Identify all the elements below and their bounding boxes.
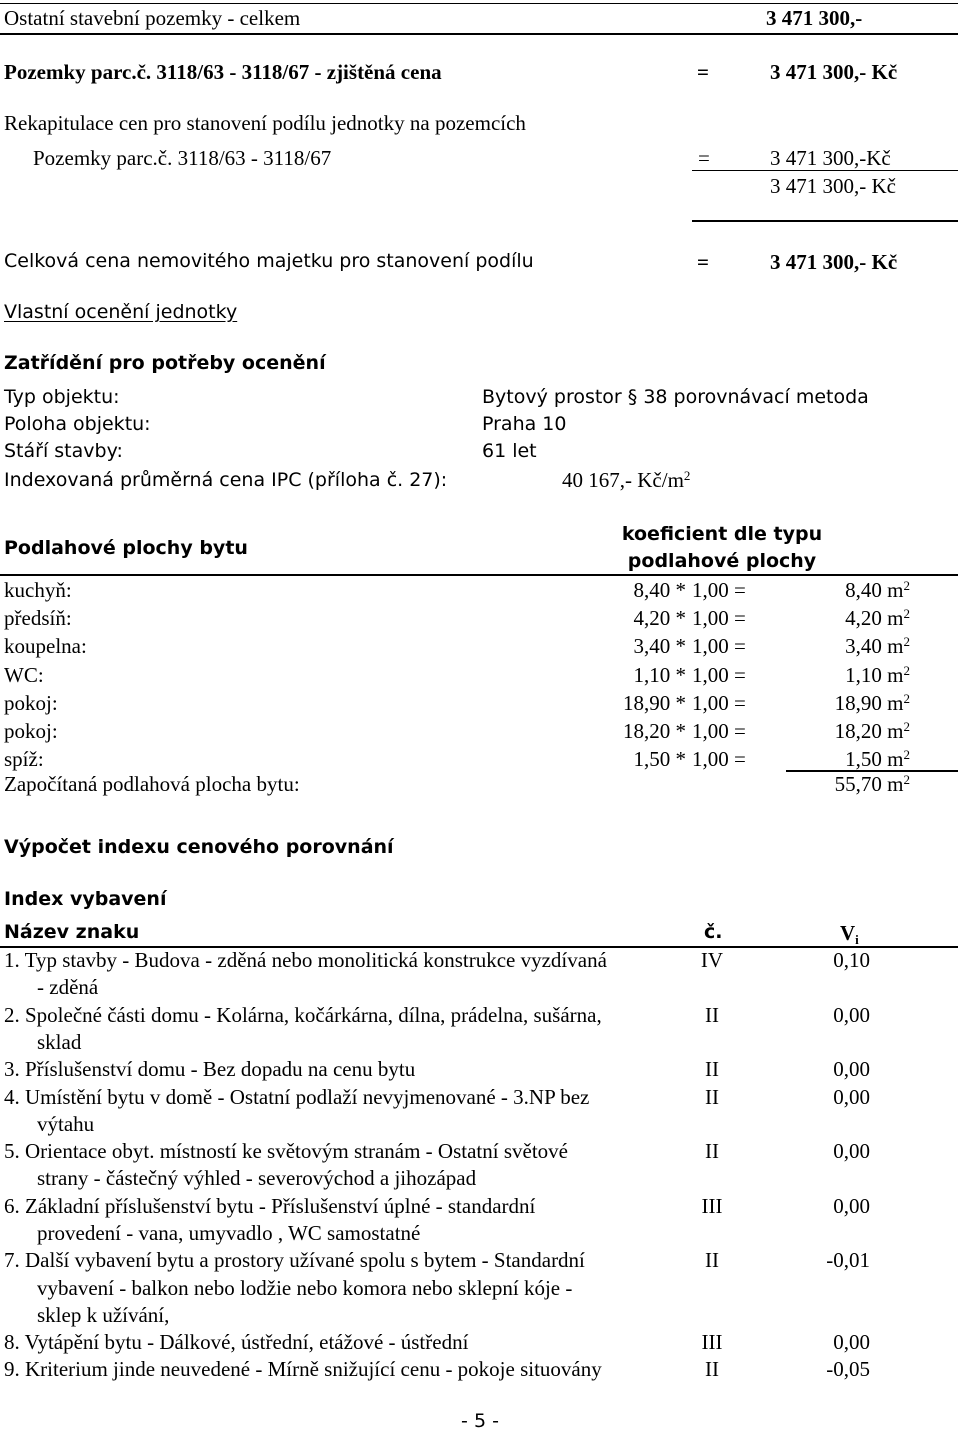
index-title: Výpočet indexu cenového porovnání (4, 836, 394, 858)
floor-row-area: 18,20 * (623, 719, 686, 743)
floor-row-area: 1,10 * (633, 663, 686, 687)
col-v-header (840, 921, 859, 947)
total-label: Celková cena nemovitého majetku pro stanovení podílu (4, 250, 534, 272)
floor-row-name: spíž: (4, 747, 44, 771)
index-item-value: 0,00 (833, 1139, 870, 1163)
floor-row-area: 1,50 * (633, 747, 686, 771)
recap-row-value: 3 471 300,-Kč (770, 146, 891, 170)
col-v-sub: i (855, 931, 859, 947)
index-item-class: III (701, 1194, 723, 1218)
floor-row-area: 4,20 * (633, 606, 686, 630)
floor-row-coef: 1,00 = (692, 747, 746, 771)
index-item-line1: 7. Další vybavení bytu a prostory užívané spolu s bytem - Standardní (4, 1248, 585, 1272)
index-item-line2: výtahu (37, 1112, 95, 1136)
index-item-line1: 5. Orientace obyt. místností ke světovým stranám - Ostatní světové (4, 1139, 568, 1163)
other-land-label: Ostatní stavební pozemky - celkem (4, 6, 301, 30)
index-item-value: 0,10 (833, 948, 870, 972)
floor-row-result (780, 746, 910, 771)
floor-row-result-sup: 2 (903, 605, 910, 621)
floor-total-label: Započítaná podlahová plocha bytu: (4, 772, 300, 796)
floor-row-result-text: 1,50 m (845, 747, 904, 771)
floor-row-area: 18,90 * (623, 691, 686, 715)
floor-row-area: 3,40 * (633, 634, 686, 658)
floor-total-sup: 2 (903, 771, 910, 787)
index-item-line2: - zděná (37, 975, 99, 999)
index-item-line1: 1. Typ stavby - Budova - zděná nebo monolitická konstrukce vyzdívaná (4, 948, 607, 972)
floor-row-name: koupelna: (4, 634, 87, 658)
index-item-class: II (705, 1003, 719, 1027)
index-item-line2: strany - částečný výhled - severovýchod a jihozápad (37, 1166, 477, 1190)
coef-header-2: podlahové plochy (627, 550, 817, 572)
ipc-label: Indexovaná průměrná cena IPC (příloha č. 27): (4, 469, 448, 491)
floor-row-name: pokoj: (4, 719, 58, 743)
floor-row-coef: 1,00 = (692, 634, 746, 658)
floor-row-result-text: 18,20 m (834, 719, 904, 743)
total-value: 3 471 300,- Kč (770, 250, 898, 274)
floor-row-name: pokoj: (4, 691, 58, 715)
index-item-value: 0,00 (833, 1194, 870, 1218)
floor-header-rule (0, 574, 958, 576)
ipc-value (562, 467, 691, 492)
floor-row-result-sup: 2 (903, 690, 910, 706)
type-label: Typ objektu: (4, 386, 120, 408)
floor-row-name: kuchyň: (4, 578, 72, 602)
floor-row-coef: 1,00 = (692, 606, 746, 630)
floor-row-result-sup: 2 (903, 718, 910, 734)
index-item-class: III (701, 1330, 723, 1354)
floor-total-value-text: 55,70 m (834, 772, 904, 796)
recap-row-eq: = (698, 146, 710, 170)
floor-row-result-text: 1,10 m (845, 663, 904, 687)
parcels-eq: = (697, 60, 709, 84)
floor-row-result (780, 605, 910, 630)
ipc-unit-sup: 2 (683, 467, 691, 483)
index-item-line1: 4. Umístění bytu v domě - Ostatní podlaží nevyjmenované - 3.NP bez (4, 1085, 590, 1109)
index-item-class: II (705, 1085, 719, 1109)
floor-row-result-sup: 2 (903, 746, 910, 762)
total-eq: = (697, 250, 709, 274)
index-item-class: II (705, 1248, 719, 1272)
floor-row-name: předsíň: (4, 606, 72, 630)
floor-row-result (780, 577, 910, 602)
recap-row-label: Pozemky parc.č. 3118/63 - 3118/67 (33, 146, 332, 170)
other-land-rule (0, 33, 958, 35)
floor-title: Podlahové plochy bytu (4, 537, 248, 559)
index-item-line2: provedení - vana, umyvadlo , WC samostatné (37, 1221, 421, 1245)
index-item-line3: sklep k užívání, (37, 1303, 170, 1327)
page-number: - 5 - (461, 1410, 499, 1432)
index-item-line1: 3. Příslušenství domu - Bez dopadu na cenu bytu (4, 1057, 416, 1081)
classification-title: Zatřídění pro potřeby ocenění (4, 352, 326, 374)
floor-row-result-sup: 2 (903, 662, 910, 678)
floor-row-result-sup: 2 (903, 577, 910, 593)
floor-row-result (780, 690, 910, 715)
location-label: Poloha objektu: (4, 413, 151, 435)
index-item-line2: vybavení - balkon nebo lodžie nebo komora nebo sklepní kóje - (37, 1276, 573, 1300)
index-item-class: II (705, 1057, 719, 1081)
index-item-value: -0,01 (826, 1248, 870, 1272)
index-item-value: 0,00 (833, 1057, 870, 1081)
index-item-line1: 2. Společné části domu - Kolárna, kočárkárna, dílna, prádelna, sušárna, (4, 1003, 602, 1027)
col-no-header: č. (704, 921, 723, 943)
floor-row-area: 8,40 * (633, 578, 686, 602)
index-item-class: IV (700, 948, 724, 972)
floor-total-value (780, 771, 910, 796)
index-item-class: II (705, 1357, 719, 1381)
unit-title: Vlastní ocenění jednotky (4, 301, 238, 323)
index-item-line1: 8. Vytápění bytu - Dálkové, ústřední, etážové - ústřední (4, 1330, 469, 1354)
parcels-label: Pozemky parc.č. 3118/63 - 3118/67 - zjištěná cena (4, 60, 442, 84)
other-land-value: 3 471 300,- (766, 6, 863, 30)
ipc-value-text: 40 167,- Kč/m (562, 468, 684, 492)
floor-row-result (780, 718, 910, 743)
floor-row-result-text: 18,90 m (834, 691, 904, 715)
floor-row-coef: 1,00 = (692, 691, 746, 715)
floor-row-result-text: 8,40 m (845, 578, 904, 602)
floor-row-name: WC: (4, 663, 44, 687)
col-v-text: V (840, 921, 856, 945)
floor-row-coef: 1,00 = (692, 663, 746, 687)
index-item-value: 0,00 (833, 1330, 870, 1354)
parcels-value: 3 471 300,- Kč (770, 60, 898, 84)
location-value: Praha 10 (482, 413, 567, 435)
age-label: Stáří stavby: (4, 440, 123, 462)
index-item-line1: 6. Základní příslušenství bytu - Příslušenství úplné - standardní (4, 1194, 536, 1218)
type-value: Bytový prostor § 38 porovnávací metoda (482, 386, 869, 408)
recap-total: 3 471 300,- Kč (770, 174, 896, 198)
index-item-value: -0,05 (826, 1357, 870, 1381)
top-rule (0, 3, 958, 4)
floor-row-result-text: 3,40 m (845, 634, 904, 658)
floor-row-result (780, 662, 910, 687)
index-item-value: 0,00 (833, 1085, 870, 1109)
index-item-line2: sklad (37, 1030, 82, 1054)
recap-rule-2 (692, 220, 958, 222)
col-name-header: Název znaku (4, 921, 140, 943)
age-value: 61 let (482, 440, 537, 462)
floor-row-result-sup: 2 (903, 633, 910, 649)
index-item-line1: 9. Kriterium jinde neuvedené - Mírně snižující cenu - pokoje situovány (4, 1357, 602, 1381)
index-subtitle: Index vybavení (4, 888, 167, 910)
recap-title: Rekapitulace cen pro stanovení podílu jednotky na pozemcích (4, 111, 526, 135)
coef-header-1: koeficient dle typu (621, 523, 823, 545)
floor-row-result-text: 4,20 m (845, 606, 904, 630)
floor-row-result (780, 633, 910, 658)
index-item-value: 0,00 (833, 1003, 870, 1027)
recap-rule-1 (692, 170, 958, 171)
index-item-class: II (705, 1139, 719, 1163)
floor-row-coef: 1,00 = (692, 578, 746, 602)
floor-row-coef: 1,00 = (692, 719, 746, 743)
